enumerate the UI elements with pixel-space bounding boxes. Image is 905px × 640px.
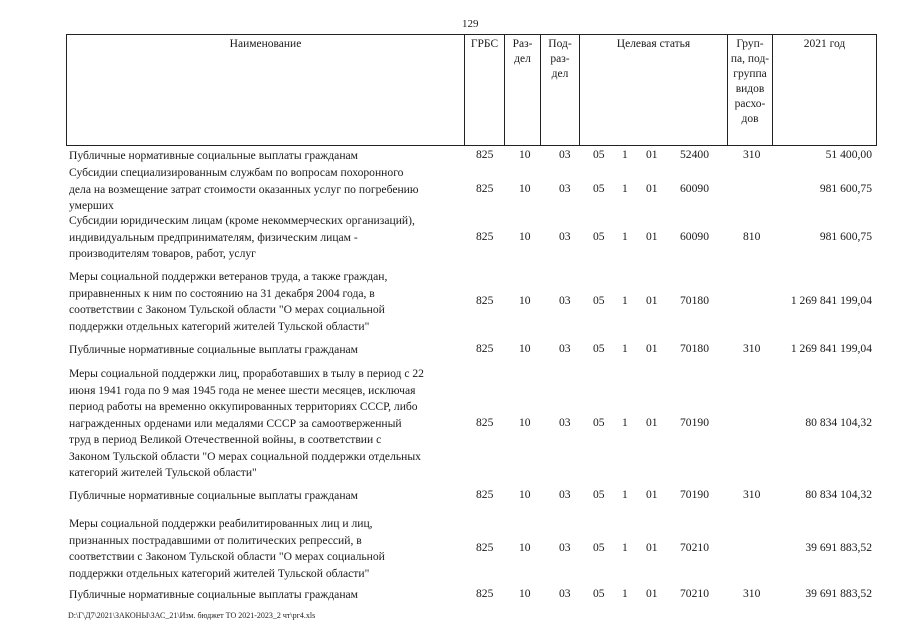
cell-t1: 05 bbox=[593, 229, 605, 243]
cell-amount: 80 834 104,32 bbox=[805, 415, 872, 429]
cell-t3: 01 bbox=[646, 342, 658, 355]
table-row bbox=[0, 269, 905, 335]
cell-podrazdel: 03 bbox=[559, 415, 571, 429]
cell-amount: 981 600,75 bbox=[819, 181, 872, 195]
cell-group: 810 bbox=[743, 229, 761, 243]
cell-t1: 05 bbox=[593, 587, 605, 600]
cell-group: 310 bbox=[743, 148, 761, 161]
table-row bbox=[0, 587, 905, 604]
header-year: 2021 год bbox=[803, 38, 846, 50]
cell-amount: 39 691 883,52 bbox=[805, 587, 872, 600]
page-number: 129 bbox=[462, 18, 479, 30]
file-path-footer: D:\Г\Д7\2021\ЗАКОНЫ\ЗАС_21\Изм. бюджет ТО 2021-2023_2 чт\рг4.xls bbox=[68, 611, 316, 620]
cell-razdel: 10 bbox=[519, 587, 531, 600]
cell-t1: 05 bbox=[593, 541, 605, 554]
row-name: Меры социальной поддержки лиц, проработавших в тылу в период с 22 июня 1941 года по 9 мая 1945 года не менее шести месяцев, исключая период работы на временно оккупированных территориях СССР, либо награжденных орденами или медалями СССР за самоотверженный труд в период Великой Отечественной войны, в соответствии с Законом Тульской области "О мерах социальной поддержки отдельных категорий жителей Тульской области" bbox=[69, 367, 424, 479]
header-target: Целевая статья bbox=[580, 35, 728, 145]
table-row bbox=[0, 516, 905, 582]
cell-t4: 70190 bbox=[680, 415, 709, 429]
cell-grbs: 825 bbox=[476, 342, 494, 355]
cell-t3: 01 bbox=[646, 541, 658, 554]
cell-t2: 1 bbox=[622, 148, 628, 161]
cell-podrazdel: 03 bbox=[559, 181, 571, 195]
cell-razdel: 10 bbox=[519, 294, 531, 307]
row-name: Публичные нормативные социальные выплаты гражданам bbox=[69, 588, 358, 601]
cell-t3: 01 bbox=[646, 294, 658, 307]
cell-group: 310 bbox=[743, 342, 761, 355]
cell-t2: 1 bbox=[622, 488, 628, 501]
cell-t3: 01 bbox=[646, 587, 658, 600]
cell-grbs: 825 bbox=[476, 181, 494, 195]
cell-t3: 01 bbox=[646, 229, 658, 243]
cell-grbs: 825 bbox=[476, 587, 494, 600]
cell-t1: 05 bbox=[593, 342, 605, 355]
cell-t2: 1 bbox=[622, 229, 628, 243]
row-name: Меры социальной поддержки реабилитированных лиц и лиц, признанных пострадавшими от политических репрессий, в соответствии с Законом Тульской области "О мерах социальной поддержки отдельных категорий жителей Тульской области" bbox=[69, 517, 385, 580]
cell-razdel: 10 bbox=[519, 342, 531, 355]
cell-podrazdel: 03 bbox=[559, 148, 571, 161]
cell-amount: 981 600,75 bbox=[819, 229, 872, 243]
cell-t4: 70210 bbox=[680, 541, 709, 554]
header-podrazdel: Под- раз- дел bbox=[541, 35, 580, 145]
cell-podrazdel: 03 bbox=[559, 229, 571, 243]
cell-t4: 52400 bbox=[680, 148, 709, 161]
header-name: Наименование bbox=[67, 35, 465, 145]
header-grbs: ГРБС bbox=[465, 35, 505, 145]
cell-t3: 01 bbox=[646, 181, 658, 195]
cell-t4: 70210 bbox=[680, 587, 709, 600]
row-name: Субсидии специализированным службам по вопросам похоронного дела на возмещение затрат стоимости оказанных услуг по погребению умерших bbox=[69, 166, 419, 212]
cell-podrazdel: 03 bbox=[559, 587, 571, 600]
table-row bbox=[0, 213, 905, 263]
cell-podrazdel: 03 bbox=[559, 541, 571, 554]
table-row bbox=[0, 366, 905, 482]
cell-t1: 05 bbox=[593, 181, 605, 195]
cell-t2: 1 bbox=[622, 181, 628, 195]
table-row bbox=[0, 165, 905, 215]
cell-amount: 51 400,00 bbox=[825, 148, 872, 161]
cell-t2: 1 bbox=[622, 294, 628, 307]
cell-podrazdel: 03 bbox=[559, 488, 571, 501]
cell-grbs: 825 bbox=[476, 415, 494, 429]
cell-t2: 1 bbox=[622, 415, 628, 429]
cell-grbs: 825 bbox=[476, 148, 494, 161]
cell-grbs: 825 bbox=[476, 541, 494, 554]
cell-podrazdel: 03 bbox=[559, 342, 571, 355]
row-name: Меры социальной поддержки ветеранов труда, а также граждан, приравненных к ним по состоянию на 31 декабря 2004 года, в соответствии с Законом Тульской области "О мерах социальной поддержки отдельных категорий жителей Тульской области" bbox=[69, 270, 388, 333]
cell-grbs: 825 bbox=[476, 229, 494, 243]
cell-razdel: 10 bbox=[519, 181, 531, 195]
cell-t3: 01 bbox=[646, 415, 658, 429]
table-row bbox=[0, 342, 905, 359]
table-row bbox=[0, 488, 905, 505]
cell-podrazdel: 03 bbox=[559, 294, 571, 307]
cell-t4: 70190 bbox=[680, 488, 709, 501]
cell-group: 310 bbox=[743, 587, 761, 600]
header-razdel: Раз- дел bbox=[505, 35, 541, 145]
cell-group: 310 bbox=[743, 488, 761, 501]
cell-t1: 05 bbox=[593, 415, 605, 429]
cell-t1: 05 bbox=[593, 294, 605, 307]
cell-t4: 60090 bbox=[680, 181, 709, 195]
cell-t1: 05 bbox=[593, 148, 605, 161]
cell-razdel: 10 bbox=[519, 148, 531, 161]
cell-razdel: 10 bbox=[519, 488, 531, 501]
row-name: Публичные нормативные социальные выплаты гражданам bbox=[69, 149, 358, 162]
cell-t4: 60090 bbox=[680, 229, 709, 243]
header-group: Груп- па, под- группа видов расхо- дов bbox=[728, 35, 773, 145]
cell-grbs: 825 bbox=[476, 488, 494, 501]
cell-t4: 70180 bbox=[680, 342, 709, 355]
cell-amount: 1 269 841 199,04 bbox=[790, 294, 872, 307]
cell-t1: 05 bbox=[593, 488, 605, 501]
cell-razdel: 10 bbox=[519, 415, 531, 429]
cell-amount: 80 834 104,32 bbox=[805, 488, 872, 501]
cell-t3: 01 bbox=[646, 148, 658, 161]
cell-grbs: 825 bbox=[476, 294, 494, 307]
row-name: Публичные нормативные социальные выплаты гражданам bbox=[69, 343, 358, 356]
table-row bbox=[0, 148, 905, 165]
cell-razdel: 10 bbox=[519, 541, 531, 554]
table-header bbox=[66, 34, 877, 146]
cell-razdel: 10 bbox=[519, 229, 531, 243]
cell-t2: 1 bbox=[622, 587, 628, 600]
cell-t4: 70180 bbox=[680, 294, 709, 307]
cell-amount: 39 691 883,52 bbox=[805, 541, 872, 554]
cell-t3: 01 bbox=[646, 488, 658, 501]
row-name: Публичные нормативные социальные выплаты гражданам bbox=[69, 489, 358, 502]
cell-amount: 1 269 841 199,04 bbox=[790, 342, 872, 355]
cell-t2: 1 bbox=[622, 342, 628, 355]
row-name: Субсидии юридическим лицам (кроме некоммерческих организаций), индивидуальным предпринимателям, физическим лицам - производителям товаров, работ, услуг bbox=[69, 214, 415, 260]
cell-t2: 1 bbox=[622, 541, 628, 554]
